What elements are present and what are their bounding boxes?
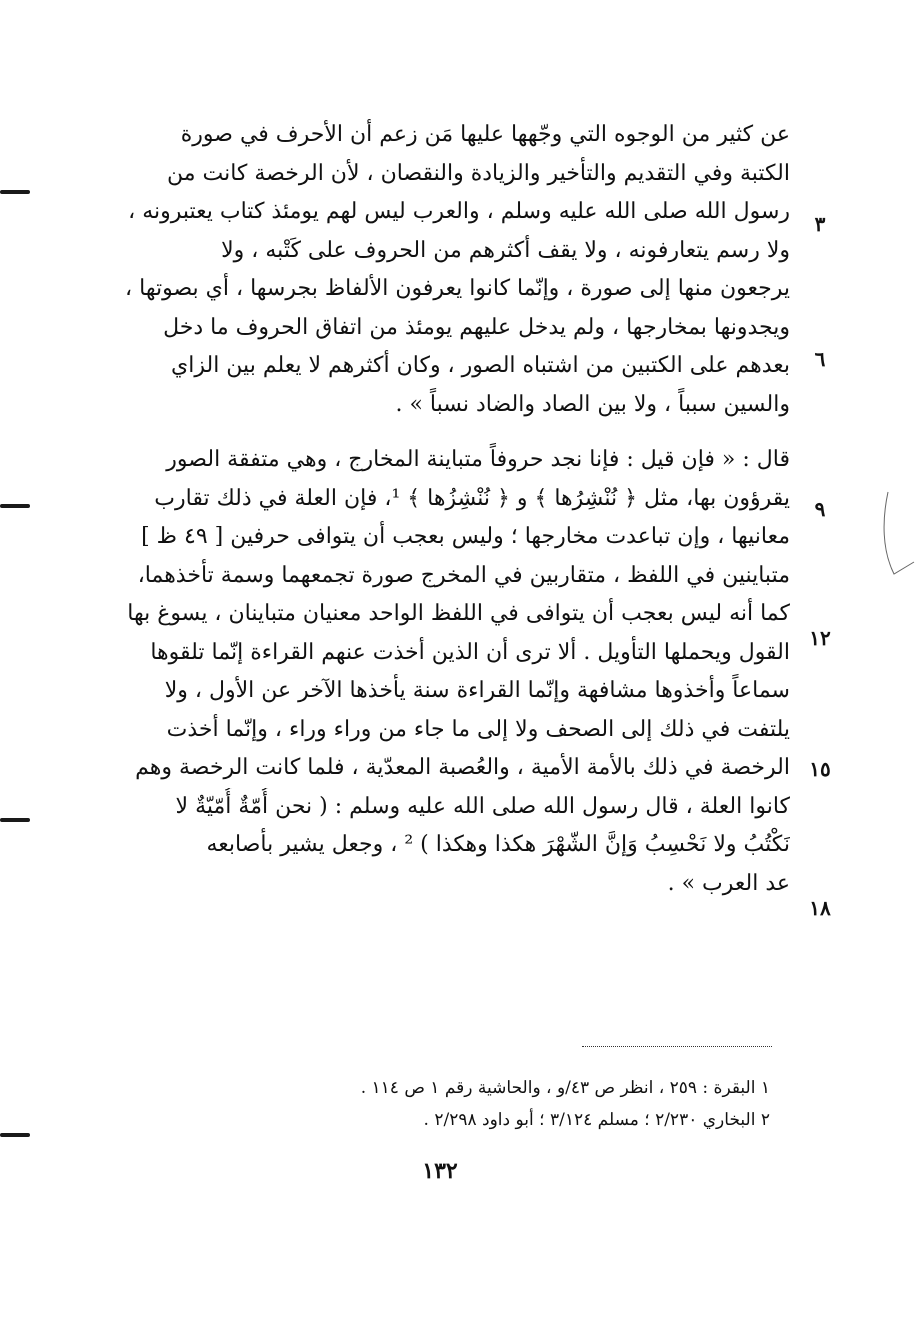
line-number: ٣: [814, 212, 826, 236]
text-line: يقرؤون بها، مثل ﴿ نُنْشِرُها ﴾ و ﴿ نُنْشِزُها ﴾ ¹، فإن العلة في ذلك تقارب: [154, 485, 790, 511]
text-line: كما أنه ليس بعجب أن يتوافى في اللفظ الواحد معنيان متباينان ، يسوغ بها: [127, 601, 790, 626]
text-line: ويجدونها بمخارجها ، ولم يدخل عليهم يومئذ من اتفاق الحروف ما دخل: [163, 314, 790, 340]
edge-mark: [0, 818, 30, 822]
text-line: كانوا العلة ، قال رسول الله صلى الله عليه وسلم : ( نحن أُمّةٌ أُمّيّةٌ لا: [175, 793, 790, 819]
line-number: ٦: [814, 347, 826, 371]
edge-mark: [0, 190, 30, 194]
text-line: نَكْتُبُ ولا نَحْسِبُ وَإنَّ الشّهْرَ هكذا وهكذا ) ² ، وجعل يشير بأصابعه: [206, 832, 790, 857]
footnote: ٢ البخاري ٢/٢٣٠ ؛ مسلم ٣/١٢٤ ؛ أبو داود ٢/٢٩٨ .: [423, 1110, 770, 1130]
text-line: متباينين في اللفظ ، متقاربين في المخرج صورة تجمعهما وسمة تأخذهما،: [137, 562, 790, 588]
text-line: قال : « فإن قيل : فإنا نجد حروفاً متباينة المخارج ، وهي متفقة الصور: [166, 447, 790, 472]
text-line: رسول الله صلى الله عليه وسلم ، والعرب ليس لهم يومئذ كتاب يعتبرونه ،: [128, 199, 790, 224]
text-line: بعدهم على الكتبين من اشتباه الصور ، وكان أكثرهم لا يعلم بين الزاي: [171, 353, 790, 378]
footnote-separator: [582, 1046, 772, 1047]
footnote: ١ البقرة : ٢٥٩ ، انظر ص ٤٣/و ، والحاشية رقم ١ ص ١١٤ .: [360, 1078, 770, 1098]
text-line: سماعاً وأخذوها مشافهة وإنّما القراءة سنة يأخذها الآخر عن الأول ، ولا: [164, 678, 790, 703]
text-line: الرخصة في ذلك بالأمة الأمية ، والعُصبة المعدّية ، فلما كانت الرخصة وهم: [135, 755, 790, 780]
line-number: ٩: [814, 497, 826, 521]
line-number: ١٥: [809, 757, 831, 781]
margin-curve-mark: [880, 490, 917, 590]
footnotes: [240, 1072, 770, 1136]
text-line: عد العرب » .: [667, 870, 790, 896]
text-line: القول ويحملها التأويل . ألا ترى أن الذين أخذت عنهم القراءة إنّما تلقوها: [150, 639, 790, 665]
edge-mark: [0, 504, 30, 508]
text-line: عن كثير من الوجوه التي وجّهها عليها مَن زعم أن الأحرف في صورة: [180, 122, 790, 147]
text-line: والسين سبباً ، ولا بين الصاد والضاد نسباً » .: [395, 391, 790, 417]
page-number: ١٣٢: [422, 1158, 458, 1184]
text-line: ولا رسم يتعارفونه ، ولا يقف أكثرهم من الحروف على كَتْبه ، ولا: [221, 237, 790, 263]
text-line: معانيها ، وإن تباعدت مخارجها ؛ وليس بعجب أن يتوافى حرفين [ ٤٩ ظ ]: [141, 524, 790, 549]
main-text: [100, 116, 790, 903]
line-number: ١٢: [809, 626, 831, 650]
line-number: ١٨: [809, 896, 831, 920]
edge-mark: [0, 1133, 30, 1137]
text-line: الكتبة وفي التقديم والتأخير والزيادة والنقصان ، لأن الرخصة كانت من: [166, 160, 790, 186]
text-line: يلتفت في ذلك إلى الصحف ولا إلى ما جاء من وراء وراء ، وإنّما أخذت: [166, 716, 790, 742]
text-line: يرجعون منها إلى صورة ، وإنّما كانوا يعرفون الألفاظ بجرسها ، أي بصوتها ،: [125, 276, 790, 301]
